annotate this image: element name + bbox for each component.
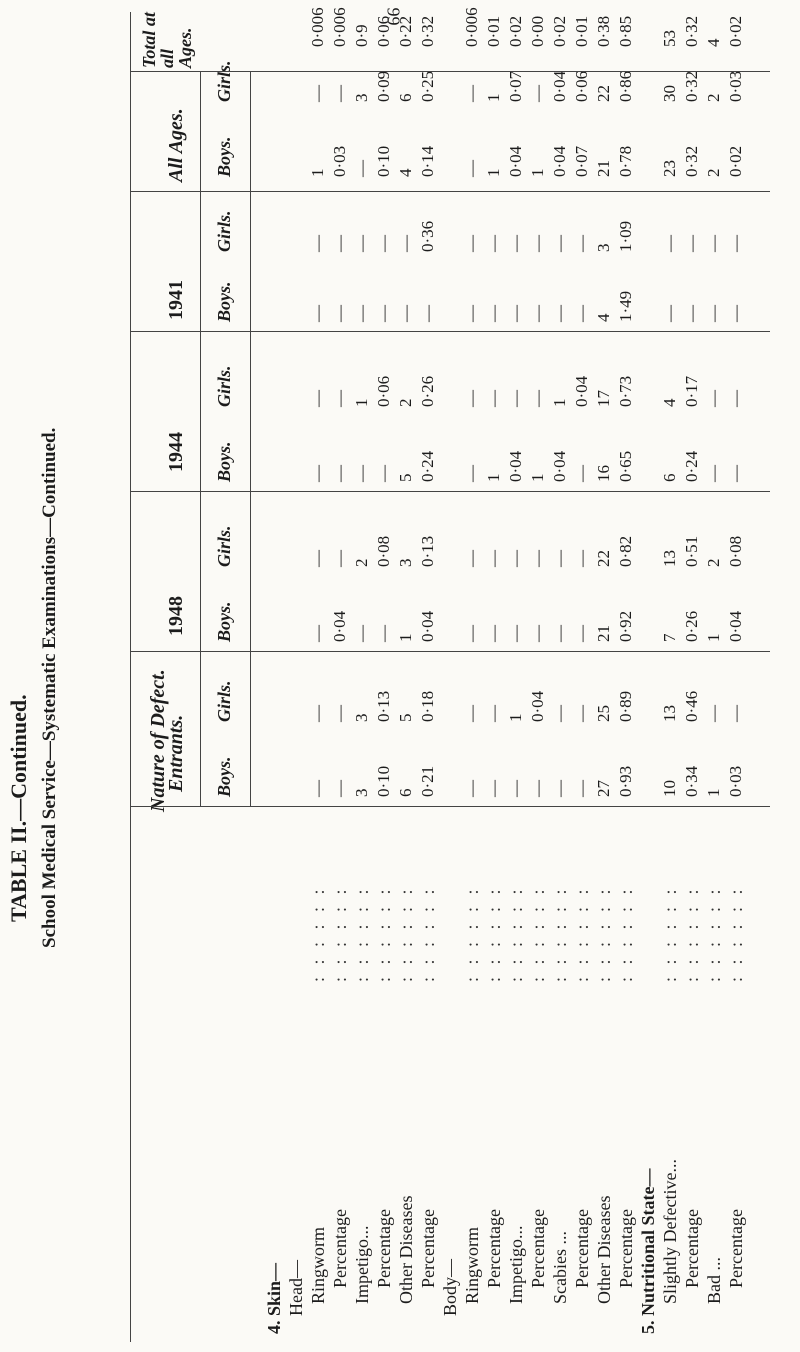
table-cell: 0·26: [682, 610, 701, 642]
table-cell: 0·04: [550, 70, 569, 102]
header-girls: Girls.: [214, 210, 234, 252]
table-cell: 0·36: [418, 220, 437, 252]
table-cell: —: [462, 160, 481, 177]
header-boys: Boys.: [214, 441, 234, 482]
table-cell: —: [396, 305, 415, 322]
table-cell: 1: [704, 633, 723, 642]
leader-dots: : : : : : :: [506, 885, 526, 982]
table-cell: 1: [506, 713, 525, 722]
column-divider: [130, 491, 770, 492]
table-cell: 0·006: [462, 7, 481, 47]
table-cell: 0·06: [374, 375, 393, 407]
table-cell: 0·006: [330, 7, 349, 47]
table-cell: —: [660, 305, 679, 322]
table-cell: 4: [594, 313, 613, 322]
table-cell: 3: [352, 713, 371, 722]
table-cell: 0·51: [682, 535, 701, 567]
table-cell: 1·49: [616, 290, 635, 322]
table-cell: 0·03: [726, 765, 745, 797]
row-divider: [130, 12, 131, 1342]
table-cell: 1: [704, 788, 723, 797]
header-girls: Girls.: [214, 60, 234, 102]
table-cell: 2: [396, 398, 415, 407]
table-cell: 0·04: [418, 610, 437, 642]
table-cell: 6: [396, 93, 415, 102]
table-cell: —: [528, 625, 547, 642]
table-cell: 10: [660, 780, 679, 797]
column-divider: [130, 331, 770, 332]
table-cell: —: [418, 305, 437, 322]
row-label: Impetigo...: [506, 1225, 526, 1304]
table-cell: —: [572, 305, 591, 322]
table-cell: 13: [660, 550, 679, 567]
leader-dots: : : : : : :: [616, 885, 636, 982]
table-cell: 0·21: [418, 765, 437, 797]
table-cell: 0·02: [726, 145, 745, 177]
table-cell: 0·02: [506, 15, 525, 47]
header-boys: Boys.: [214, 281, 234, 322]
row-divider: [200, 72, 201, 807]
table-cell: 0·13: [418, 535, 437, 567]
table-cell: 1: [308, 168, 327, 177]
table-cell: 0·07: [506, 70, 525, 102]
table-cell: 0·04: [506, 450, 525, 482]
row-label: Percentage: [682, 1209, 702, 1288]
table-cell: —: [506, 780, 525, 797]
table-cell: 16: [594, 465, 613, 482]
row-label: Percentage: [330, 1209, 350, 1288]
table-cell: 1·09: [616, 220, 635, 252]
leader-dots: : : : : : :: [374, 885, 394, 982]
table-cell: —: [484, 550, 503, 567]
table-cell: —: [572, 465, 591, 482]
table-cell: —: [330, 550, 349, 567]
table-cell: —: [528, 780, 547, 797]
row-label: Impetigo...: [352, 1225, 372, 1304]
leader-dots: : : : : : :: [660, 885, 680, 982]
table-cell: 22: [594, 85, 613, 102]
table-cell: —: [462, 465, 481, 482]
table-cell: —: [462, 550, 481, 567]
table-cell: —: [374, 305, 393, 322]
table-cell: 3: [352, 788, 371, 797]
leader-dots: : : : : : :: [704, 885, 724, 982]
table-cell: —: [462, 85, 481, 102]
table-cell: 0·32: [682, 145, 701, 177]
column-divider: [130, 651, 770, 652]
column-divider: [130, 191, 770, 192]
table-cell: 4: [704, 38, 723, 47]
table-cell: 0·13: [374, 690, 393, 722]
leader-dots: : : : : : :: [484, 885, 504, 982]
table-cell: —: [528, 85, 547, 102]
table-cell: —: [528, 550, 547, 567]
table-cell: —: [308, 705, 327, 722]
table-cell: —: [308, 550, 327, 567]
table-cell: 2: [704, 558, 723, 567]
table-cell: 1: [528, 473, 547, 482]
table-cell: 0·82: [616, 535, 635, 567]
table-cell: —: [726, 705, 745, 722]
table-cell: —: [550, 305, 569, 322]
table-cell: 5: [396, 713, 415, 722]
row-label: Percentage: [572, 1209, 592, 1288]
table-cell: 0·34: [682, 765, 701, 797]
table-cell: —: [308, 465, 327, 482]
table-cell: 0·04: [572, 375, 591, 407]
table-cell: 23: [660, 160, 679, 177]
table-cell: —: [462, 305, 481, 322]
header-1941: 1941: [165, 280, 187, 320]
table-cell: —: [352, 235, 371, 252]
leader-dots: : : : : : :: [682, 885, 702, 982]
table-cell: 0·04: [506, 145, 525, 177]
row-label: 4. Skin—: [264, 1262, 284, 1334]
table-cell: 0·04: [550, 450, 569, 482]
table-cell: —: [726, 235, 745, 252]
table-cell: —: [308, 390, 327, 407]
table-cell: 0·01: [572, 15, 591, 47]
table-cell: —: [352, 465, 371, 482]
leader-dots: : : : : : :: [396, 885, 416, 982]
table-cell: —: [506, 625, 525, 642]
table-cell: 0·86: [616, 70, 635, 102]
table-cell: —: [330, 235, 349, 252]
table-cell: —: [352, 305, 371, 322]
table-cell: —: [308, 85, 327, 102]
table-cell: 0·01: [484, 15, 503, 47]
table-cell: 6: [660, 473, 679, 482]
table-cell: 3: [594, 243, 613, 252]
table-cell: 0·06: [374, 15, 393, 47]
table-cell: 0·14: [418, 145, 437, 177]
table-cell: —: [462, 705, 481, 722]
leader-dots: : : : : : :: [418, 885, 438, 982]
table-cell: 1: [484, 93, 503, 102]
table-cell: —: [462, 780, 481, 797]
table-cell: 0·03: [726, 70, 745, 102]
table-cell: 0·02: [726, 15, 745, 47]
table-cell: 21: [594, 160, 613, 177]
table-cell: 0·26: [418, 375, 437, 407]
table-cell: —: [528, 390, 547, 407]
table-cell: 4: [396, 168, 415, 177]
table-cell: —: [308, 235, 327, 252]
table-cell: —: [682, 235, 701, 252]
table-cell: 0·32: [418, 15, 437, 47]
table-cell: —: [352, 625, 371, 642]
header-boys: Boys.: [214, 756, 234, 797]
table-cell: 0·07: [572, 145, 591, 177]
table-cell: 2: [352, 558, 371, 567]
table-cell: 0·24: [418, 450, 437, 482]
table-cell: —: [330, 705, 349, 722]
table-cell: —: [550, 550, 569, 567]
table-cell: 0·78: [616, 145, 635, 177]
table-cell: 0·38: [594, 15, 613, 47]
row-label: 5. Nutritional State—: [638, 1168, 658, 1334]
table-cell: —: [330, 390, 349, 407]
header-entrants: Entrants.: [165, 714, 187, 792]
table-cell: 0·02: [550, 15, 569, 47]
row-label: Percentage: [418, 1209, 438, 1288]
leader-dots: : : : : : :: [330, 885, 350, 982]
table-cell: —: [506, 235, 525, 252]
table-cell: —: [704, 235, 723, 252]
table-cell: 0·9: [352, 24, 371, 47]
table-cell: —: [528, 305, 547, 322]
table-cell: 1: [484, 473, 503, 482]
table-cell: 1: [484, 168, 503, 177]
row-label: Ringworm: [308, 1226, 328, 1304]
leader-dots: : : : : : :: [528, 885, 548, 982]
table-cell: 0·10: [374, 765, 393, 797]
table-cell: 0·08: [726, 535, 745, 567]
table-cell: —: [330, 305, 349, 322]
table-cell: 17: [594, 390, 613, 407]
leader-dots: : : : : : :: [726, 885, 746, 982]
table-cell: 0·09: [374, 70, 393, 102]
header-boys: Boys.: [214, 601, 234, 642]
table-cell: 53: [660, 30, 679, 47]
table-cell: —: [330, 85, 349, 102]
row-label: Other Diseases: [396, 1195, 416, 1304]
leader-dots: : : : : : :: [352, 885, 372, 982]
table-cell: 0·006: [308, 7, 327, 47]
table-cell: 1: [528, 168, 547, 177]
table-title: TABLE II.—Continued.: [6, 694, 31, 922]
table-cell: 0·93: [616, 765, 635, 797]
header-girls: Girls.: [214, 525, 234, 567]
table-cell: —: [704, 305, 723, 322]
table-cell: —: [462, 235, 481, 252]
table-cell: 0·04: [330, 610, 349, 642]
table-cell: —: [484, 705, 503, 722]
header-all-ages: All Ages.: [165, 108, 187, 182]
table-cell: —: [550, 705, 569, 722]
row-label: Other Diseases: [594, 1195, 614, 1304]
table-cell: 21: [594, 625, 613, 642]
table-cell: 4: [660, 398, 679, 407]
table-cell: 6: [396, 788, 415, 797]
table-cell: —: [550, 235, 569, 252]
row-label: Body—: [440, 1258, 460, 1316]
table-cell: 0·04: [726, 610, 745, 642]
table-cell: —: [528, 235, 547, 252]
table-cell: 0·03: [330, 145, 349, 177]
table-cell: 0·25: [418, 70, 437, 102]
row-label: Head—: [286, 1260, 306, 1316]
table-cell: —: [374, 465, 393, 482]
table-cell: —: [572, 780, 591, 797]
table-cell: —: [308, 305, 327, 322]
table-cell: —: [462, 390, 481, 407]
page-number: 99: [383, 7, 404, 26]
table-cell: —: [572, 705, 591, 722]
table-cell: —: [462, 625, 481, 642]
table-cell: 0·46: [682, 690, 701, 722]
table-cell: 0·32: [682, 70, 701, 102]
table-cell: 1: [352, 398, 371, 407]
row-label: Percentage: [484, 1209, 504, 1288]
table-cell: —: [572, 235, 591, 252]
row-label: Percentage: [616, 1209, 636, 1288]
table-cell: —: [506, 305, 525, 322]
table-cell: 13: [660, 705, 679, 722]
table-cell: 22: [594, 550, 613, 567]
table-cell: —: [506, 550, 525, 567]
table-cell: —: [484, 390, 503, 407]
table-cell: —: [330, 465, 349, 482]
table-cell: —: [352, 160, 371, 177]
table-cell: 0·22: [396, 15, 415, 47]
table-cell: 2: [704, 93, 723, 102]
table-cell: —: [484, 235, 503, 252]
table-cell: 27: [594, 780, 613, 797]
table-cell: 1: [396, 633, 415, 642]
table-cell: 3: [352, 93, 371, 102]
table-cell: 5: [396, 473, 415, 482]
row-label: Slightly Defective...: [660, 1159, 680, 1304]
table-cell: —: [704, 465, 723, 482]
table-cell: 0·04: [550, 145, 569, 177]
table-cell: 0·73: [616, 375, 635, 407]
table-cell: —: [726, 390, 745, 407]
table-subtitle: School Medical Service—Systematic Examinations—Continued.: [39, 427, 60, 948]
table-cell: 1: [550, 398, 569, 407]
header-boys: Boys.: [214, 136, 234, 177]
table-cell: 25: [594, 705, 613, 722]
table-cell: —: [484, 780, 503, 797]
header-girls: Girls.: [214, 680, 234, 722]
row-label: Percentage: [528, 1209, 548, 1288]
table-cell: —: [550, 780, 569, 797]
header-girls: Girls.: [214, 365, 234, 407]
leader-dots: : : : : : :: [550, 885, 570, 982]
row-label: Percentage: [374, 1209, 394, 1288]
table-cell: 0·10: [374, 145, 393, 177]
table-cell: 0·65: [616, 450, 635, 482]
table-cell: —: [726, 305, 745, 322]
table-cell: 7: [660, 633, 679, 642]
table-cell: 2: [704, 168, 723, 177]
table-cell: 0·04: [528, 690, 547, 722]
row-label: Percentage: [726, 1209, 746, 1288]
leader-dots: : : : : : :: [308, 885, 328, 982]
table-cell: —: [396, 235, 415, 252]
table-cell: 0·00: [528, 15, 547, 47]
header-nature-of-defect: Nature of Defect.: [147, 669, 169, 812]
row-label: Ringworm: [462, 1226, 482, 1304]
table-cell: —: [308, 625, 327, 642]
table-cell: 0·17: [682, 375, 701, 407]
table-cell: 0·06: [572, 70, 591, 102]
table-cell: —: [572, 625, 591, 642]
header-1948: 1948: [165, 596, 187, 636]
table-cell: 30: [660, 85, 679, 102]
table-cell: —: [704, 390, 723, 407]
table-cell: —: [572, 550, 591, 567]
table-cell: 0·24: [682, 450, 701, 482]
table-cell: —: [308, 780, 327, 797]
table-cell: —: [374, 625, 393, 642]
table-cell: —: [550, 625, 569, 642]
table-cell: 0·85: [616, 15, 635, 47]
table-cell: 0·89: [616, 690, 635, 722]
table-cell: —: [330, 780, 349, 797]
table-cell: 0·18: [418, 690, 437, 722]
table-cell: 3: [396, 558, 415, 567]
header-total: Total at all Ages.: [139, 12, 195, 68]
leader-dots: : : : : : :: [462, 885, 482, 982]
row-label: Scabies ...: [550, 1231, 570, 1304]
table-cell: —: [506, 390, 525, 407]
table-cell: 0·08: [374, 535, 393, 567]
table-cell: —: [484, 305, 503, 322]
table-cell: —: [682, 305, 701, 322]
table-cell: 0·32: [682, 15, 701, 47]
row-divider: [250, 72, 251, 807]
table-cell: —: [660, 235, 679, 252]
table-cell: —: [726, 465, 745, 482]
row-label: Bad ...: [704, 1257, 724, 1304]
leader-dots: : : : : : :: [594, 885, 614, 982]
column-divider: [130, 71, 770, 72]
header-1944: 1944: [165, 432, 187, 472]
table-cell: —: [484, 625, 503, 642]
table-cell: 0·92: [616, 610, 635, 642]
column-divider: [130, 806, 770, 807]
table-cell: —: [704, 705, 723, 722]
leader-dots: : : : : : :: [572, 885, 592, 982]
table-cell: —: [374, 235, 393, 252]
